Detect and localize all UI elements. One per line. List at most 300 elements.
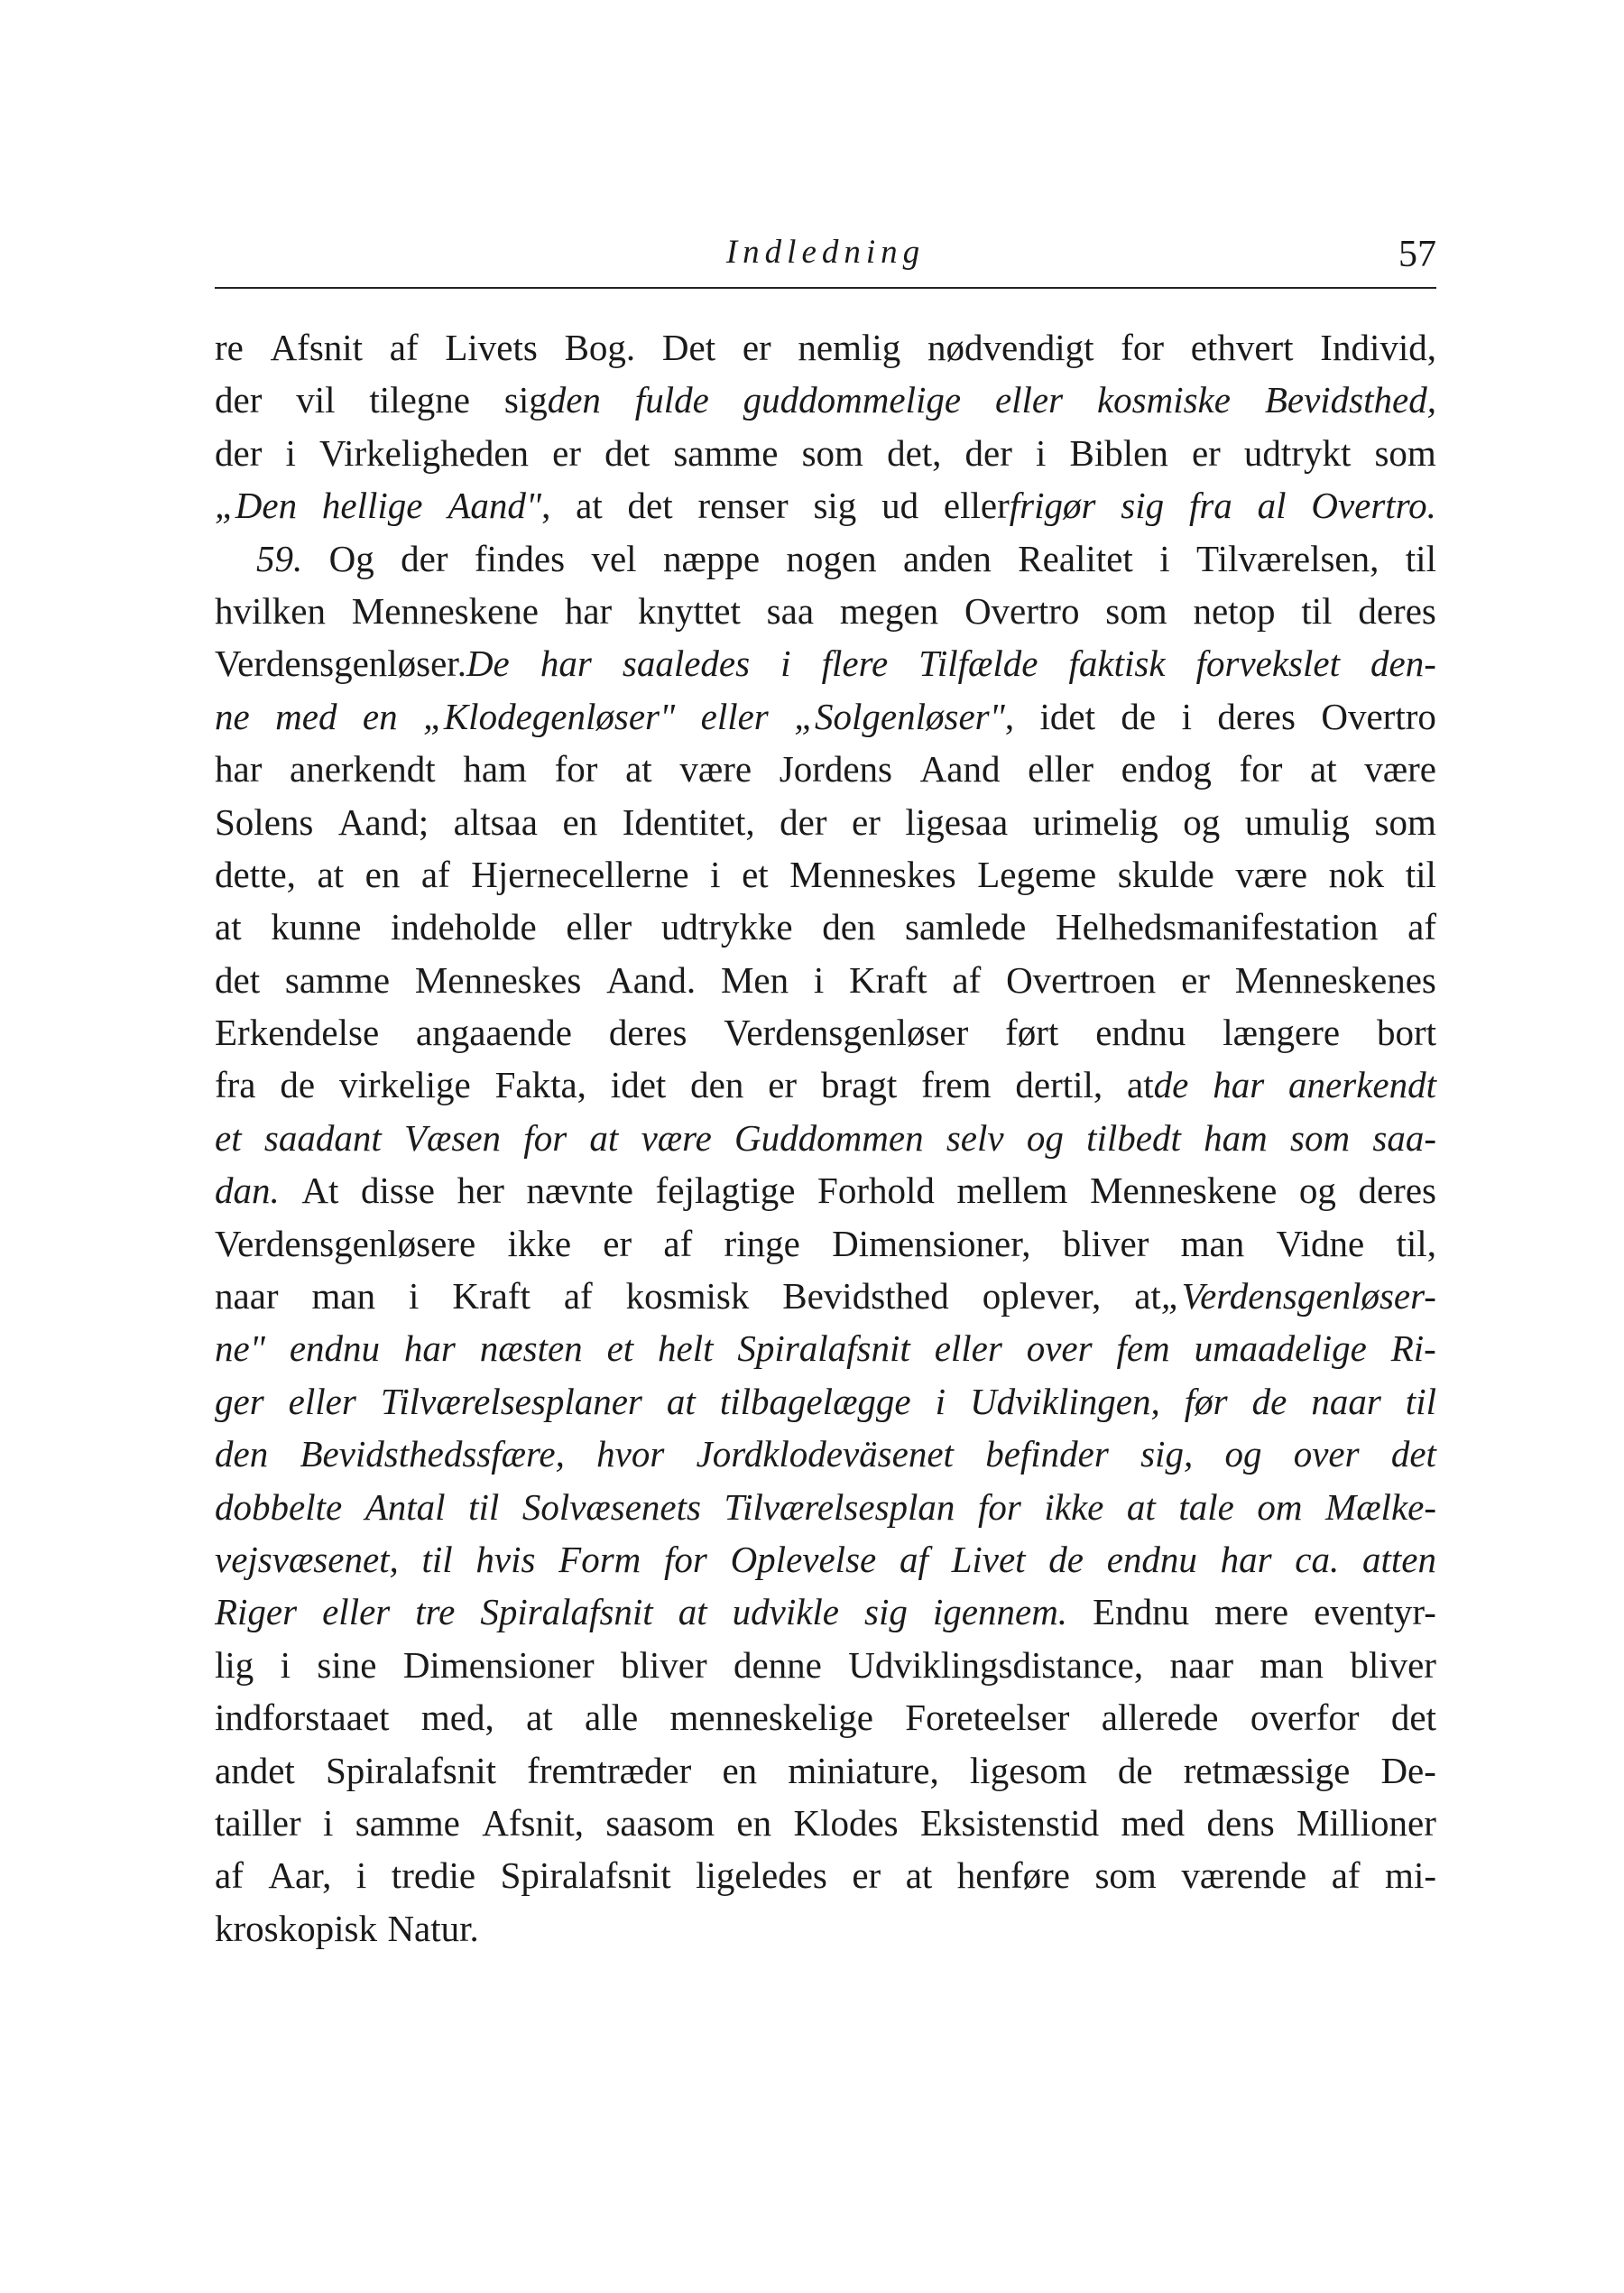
word-part: findes: [474, 537, 566, 579]
word-part: ligeledes: [696, 1854, 827, 1897]
word: [1140, 1428, 1193, 1480]
word-part: Væsen: [403, 1116, 502, 1159]
word-part: ikke: [1044, 1485, 1104, 1528]
word-part: i: [355, 1854, 367, 1897]
word: [1127, 1481, 1156, 1533]
word-part: netop: [1193, 589, 1276, 632]
word: [1310, 743, 1337, 795]
word-part: har: [564, 589, 613, 632]
word: [215, 427, 262, 479]
word: [1134, 1270, 1436, 1322]
word-part: sig: [864, 1591, 908, 1633]
word-part: forvekslet: [1195, 643, 1340, 685]
word-part: har: [403, 1327, 456, 1370]
word-part: endnu: [1106, 1538, 1197, 1580]
word-part: Jordklodeväsenet: [696, 1433, 954, 1475]
word: [794, 690, 1014, 743]
word-part: Vidne: [1276, 1222, 1365, 1264]
word-part: eller: [700, 695, 769, 737]
word: [215, 1691, 390, 1743]
word-part: eller: [994, 379, 1064, 421]
word: [936, 1375, 946, 1428]
word-part: over: [1293, 1433, 1360, 1475]
word: [215, 954, 260, 1006]
text-line: [215, 1006, 1436, 1059]
word-part: Helhedsmanifestation: [1056, 906, 1379, 948]
word: [415, 954, 581, 1006]
word: [319, 427, 529, 479]
word-part: som: [1094, 1854, 1157, 1897]
word: [1127, 1059, 1188, 1111]
word-part: til: [421, 1538, 453, 1580]
word: [215, 1270, 279, 1322]
word-part: bort: [1376, 1012, 1436, 1054]
word: [271, 321, 364, 374]
word-part: i: [1159, 537, 1170, 579]
word: [1370, 637, 1436, 689]
word-part: Tilværelsen,: [1196, 537, 1379, 579]
word: [290, 743, 436, 795]
word: [317, 1639, 376, 1691]
word: [1380, 1744, 1435, 1797]
word-part: eller: [566, 906, 632, 948]
word: [603, 1217, 632, 1270]
word-part: der: [780, 800, 827, 843]
word-part: hellige: [321, 485, 423, 527]
word-part: den: [822, 906, 876, 948]
word-part: Mælke-: [1325, 1485, 1436, 1528]
word-part: udvikle: [732, 1591, 840, 1633]
word-part: frigør: [1009, 485, 1096, 527]
word-part: Menneskenes: [1234, 958, 1436, 1001]
word: [256, 532, 302, 585]
word-part: der: [215, 431, 263, 474]
word-part: faktisk: [1068, 643, 1166, 685]
page-header: [215, 233, 1436, 285]
word: [215, 848, 296, 901]
word-part: alle: [585, 1697, 639, 1739]
word-part: Guddommen: [734, 1116, 924, 1159]
word: [421, 848, 450, 901]
text-line: [215, 1270, 1436, 1322]
word-part: af: [663, 1222, 693, 1264]
word: [215, 1112, 242, 1164]
word-part: at: [666, 1380, 696, 1422]
word-part: Individ,: [1320, 327, 1436, 368]
word: [798, 321, 900, 374]
word-part: andet: [215, 1749, 295, 1791]
word: [1093, 1586, 1189, 1638]
word: [656, 1164, 796, 1216]
word-part: menneskelige: [669, 1697, 873, 1739]
word: [264, 1112, 382, 1164]
word: [369, 374, 470, 426]
word-part: Aand;: [337, 800, 429, 843]
text-line: [215, 1375, 1436, 1428]
word: [921, 1059, 991, 1111]
word: [1350, 1639, 1436, 1691]
word: [720, 1375, 911, 1428]
word-part: i: [322, 1801, 334, 1844]
word: [1311, 1375, 1380, 1428]
word-part: Spiralafsnit: [737, 1327, 910, 1370]
word-part: anden: [903, 537, 992, 579]
word: [621, 1639, 707, 1691]
word: [339, 1059, 471, 1111]
word: [927, 321, 1093, 374]
word: [724, 1006, 968, 1059]
word-part: i: [409, 1275, 420, 1318]
word-part: samme: [673, 431, 779, 474]
word-part: selv: [946, 1116, 1004, 1159]
word: [215, 1217, 475, 1270]
word: [1191, 321, 1294, 374]
word-part: at: [317, 853, 345, 895]
word: [1181, 954, 1210, 1006]
word: [468, 1481, 499, 1533]
word: [1362, 1533, 1436, 1586]
word-part: for: [554, 748, 598, 791]
word-part: de: [1251, 1380, 1287, 1422]
word-part: til,: [1396, 1222, 1436, 1264]
word: [215, 321, 244, 374]
word: [667, 1375, 696, 1428]
word-part: fra: [215, 1064, 256, 1106]
word-part: tale: [1178, 1485, 1234, 1528]
word-part: ,: [541, 485, 551, 527]
word-part: tilegne: [369, 379, 470, 421]
word: [1314, 1586, 1436, 1638]
body-text: [215, 321, 1436, 1955]
word: [1375, 796, 1436, 848]
word: [215, 901, 242, 953]
word-part: der: [215, 379, 263, 421]
word: [1235, 848, 1307, 901]
word-part: Og: [328, 537, 374, 579]
word: [701, 690, 769, 743]
word: [722, 1744, 757, 1797]
word-part: tre: [415, 1591, 456, 1633]
word-part: dan.: [215, 1170, 280, 1212]
word-part: her: [457, 1170, 504, 1212]
word: [285, 954, 390, 1006]
word: [977, 848, 1096, 901]
word: [983, 1270, 1102, 1322]
word: [1406, 848, 1436, 901]
word-part: eller: [288, 1380, 356, 1422]
word: [215, 1428, 268, 1480]
word-part: Eksistenstid: [920, 1801, 1100, 1844]
word: [558, 1533, 641, 1586]
word: [504, 374, 601, 426]
word: [697, 1428, 954, 1480]
word-part: i: [710, 853, 721, 895]
word: [1235, 954, 1436, 1006]
word-part: udtrykt: [1243, 431, 1352, 474]
word: [457, 1164, 504, 1216]
word-part: at: [1127, 1064, 1154, 1106]
word-part: saa: [766, 589, 815, 632]
word: [1121, 321, 1164, 374]
word-part: Menneskes: [789, 853, 956, 895]
word: [215, 1164, 280, 1216]
text-line: [215, 1322, 1436, 1374]
word: [522, 1481, 701, 1533]
word: [985, 1428, 1109, 1480]
word-part: Kraft: [849, 958, 927, 1001]
word: [767, 585, 814, 637]
word: [501, 1849, 671, 1901]
word: [1245, 796, 1350, 848]
word-part: Biblen: [1069, 431, 1168, 474]
word-part: af: [563, 1275, 593, 1318]
word: [526, 1691, 553, 1743]
word: [1250, 1691, 1360, 1743]
word-part: Solens: [215, 800, 314, 843]
word-part: Ri-: [1390, 1327, 1436, 1370]
word: [743, 321, 771, 374]
word: [822, 901, 875, 953]
word-part: værende: [1181, 1854, 1307, 1897]
word: [1185, 1375, 1228, 1428]
word: [1178, 1481, 1233, 1533]
header-rule: [215, 287, 1436, 289]
word-part: re: [215, 327, 244, 368]
word-part: Hjernecellerne: [471, 853, 689, 895]
word-part: 59.: [256, 537, 303, 579]
word-part: deres: [1358, 1170, 1436, 1212]
word: [638, 585, 741, 637]
word: [933, 1586, 1067, 1638]
word-part: eller: [934, 1327, 1002, 1370]
word: [918, 637, 1038, 689]
word: [527, 1164, 633, 1216]
word-part: fejlagtige: [655, 1170, 796, 1212]
word: [565, 585, 612, 637]
word-part: i: [780, 643, 791, 685]
word: [463, 743, 527, 795]
text-line: [215, 1691, 1436, 1743]
word-part: Jordens: [779, 748, 892, 791]
word-part: skulde: [1117, 853, 1214, 895]
word: [1033, 796, 1158, 848]
text-line: [215, 1164, 1436, 1216]
word-part: at: [1134, 1275, 1161, 1318]
word-part: hvilken: [215, 589, 326, 632]
word-part: deres: [608, 1012, 687, 1054]
word-part: det,: [887, 431, 942, 474]
word-part: altsaa: [453, 800, 538, 843]
word-part: ikke: [507, 1222, 572, 1264]
word: [814, 954, 824, 1006]
word-part: saadant: [263, 1116, 382, 1159]
word-part: en: [562, 800, 598, 843]
word-part: for: [977, 1485, 1021, 1528]
word-part: i: [1181, 695, 1192, 737]
word-part: Aand": [448, 485, 542, 527]
word-part: til: [1301, 589, 1333, 632]
word-part: sine: [317, 1643, 377, 1686]
word-part: helt: [658, 1327, 714, 1370]
word: [956, 1164, 1067, 1216]
word: [355, 1797, 460, 1849]
word: [1377, 1006, 1436, 1059]
word-part: Verdensgenløser.: [215, 643, 466, 685]
word: [736, 1797, 771, 1849]
word-part: fremtræder: [527, 1749, 692, 1791]
word: [1244, 427, 1351, 479]
word: [1184, 1744, 1350, 1797]
word: [1406, 1375, 1436, 1428]
word: [1063, 1217, 1149, 1270]
word-part: har: [1213, 1064, 1265, 1106]
text-line: [215, 901, 1436, 953]
word: [589, 1112, 618, 1164]
word-part: ligesom: [969, 1749, 1087, 1791]
word-part: At: [301, 1170, 339, 1212]
word: [527, 1744, 691, 1797]
word-part: Men: [720, 958, 789, 1001]
word-part: Overtroen: [1006, 958, 1157, 1001]
word: [743, 374, 961, 426]
word: [786, 532, 876, 585]
word: [817, 1164, 935, 1216]
word: [1006, 954, 1156, 1006]
word: [285, 427, 295, 479]
word: [788, 1744, 938, 1797]
word-part: nok: [1328, 853, 1385, 895]
word: [475, 532, 565, 585]
word: [978, 1481, 1021, 1533]
word-part: Virkeligheden: [318, 431, 530, 474]
word: [1094, 1849, 1156, 1901]
word-part: og: [1224, 1433, 1262, 1475]
word-part: til: [1405, 1380, 1436, 1422]
word-part: anerkendt: [1288, 1064, 1436, 1106]
word: [300, 1428, 564, 1480]
word-part: Overtro: [964, 589, 1080, 632]
word-part: idet: [1039, 695, 1095, 737]
word: [881, 479, 918, 532]
word-part: De: [466, 643, 510, 685]
word-part: Menneskene: [1090, 1170, 1278, 1212]
word-part: næsten: [479, 1327, 583, 1370]
word: [422, 1533, 453, 1586]
word-part: endnu: [289, 1327, 381, 1370]
word: [1182, 690, 1192, 743]
word-part: er: [1181, 958, 1210, 1001]
word: [1288, 1059, 1436, 1111]
word: [1299, 1164, 1336, 1216]
word-part: den: [690, 1064, 744, 1106]
word-part: og: [1183, 800, 1221, 843]
word: [663, 532, 760, 585]
word: [392, 1849, 475, 1901]
word: [1095, 1006, 1186, 1059]
word: [563, 796, 598, 848]
word: [1027, 1322, 1093, 1374]
word-part: ringe: [724, 1222, 800, 1264]
word-part: af: [389, 327, 419, 368]
text-line: [215, 690, 1436, 743]
word: [452, 1270, 531, 1322]
word: [552, 427, 581, 479]
word: [448, 479, 550, 532]
text-line: [215, 1639, 1436, 1691]
word-part: Overtro.: [1311, 485, 1436, 527]
word: [1040, 690, 1095, 743]
word: [356, 1849, 366, 1901]
word: [905, 901, 1026, 953]
word-part: allerede: [1101, 1697, 1219, 1739]
word-part: Udviklingsdistance,: [848, 1643, 1144, 1686]
word-part: at: [1310, 748, 1337, 791]
word: [1294, 1428, 1360, 1480]
word: [415, 1586, 455, 1638]
word: [1070, 427, 1168, 479]
word: [661, 901, 793, 953]
word-part: den: [547, 379, 601, 421]
word-part: af: [1407, 906, 1436, 948]
word: [387, 1902, 478, 1955]
word: [1358, 1164, 1436, 1216]
word: [523, 1112, 567, 1164]
word: [789, 848, 955, 901]
word: [1189, 479, 1232, 532]
word: [849, 954, 927, 1006]
word-part: Tilværelsesplaner: [380, 1380, 642, 1422]
word: [1204, 1112, 1268, 1164]
word: [1240, 743, 1283, 795]
word: [352, 585, 539, 637]
word-part: er: [1191, 431, 1221, 474]
word-part: Oplevelse: [730, 1538, 877, 1580]
word-part: ,: [1004, 695, 1015, 737]
word-part: mere: [1214, 1591, 1289, 1633]
word: [664, 1533, 707, 1586]
word-part: i: [1035, 431, 1047, 474]
text-line: [215, 1902, 1436, 1955]
word-part: atten: [1361, 1538, 1436, 1580]
word-part: og: [1026, 1116, 1064, 1159]
word: [215, 1797, 301, 1849]
word-part: af: [215, 1854, 244, 1897]
word-part: hvis: [475, 1538, 536, 1580]
word: [733, 1586, 839, 1638]
word: [935, 1322, 1002, 1374]
word-part: længere: [1223, 1012, 1341, 1054]
word: [1252, 1375, 1287, 1428]
word-part: er: [852, 1854, 881, 1897]
word-part: at: [215, 906, 242, 948]
word: [1217, 690, 1296, 743]
word: [1044, 1481, 1103, 1533]
word-part: for: [1239, 748, 1283, 791]
word: [605, 1797, 715, 1849]
word-part: samme: [284, 958, 391, 1001]
word-part: Menneskene: [351, 589, 539, 632]
word-part: Bog.: [564, 327, 636, 368]
word-part: denne: [733, 1643, 822, 1686]
word-part: et: [606, 1327, 634, 1370]
text-line: [215, 532, 1436, 585]
word-part: deres: [1358, 589, 1436, 632]
word: [289, 1375, 356, 1428]
word-part: en: [362, 695, 398, 737]
word-part: miniature,: [788, 1749, 939, 1791]
word: [905, 796, 1008, 848]
word-part: „Klodegenløser": [423, 695, 676, 737]
